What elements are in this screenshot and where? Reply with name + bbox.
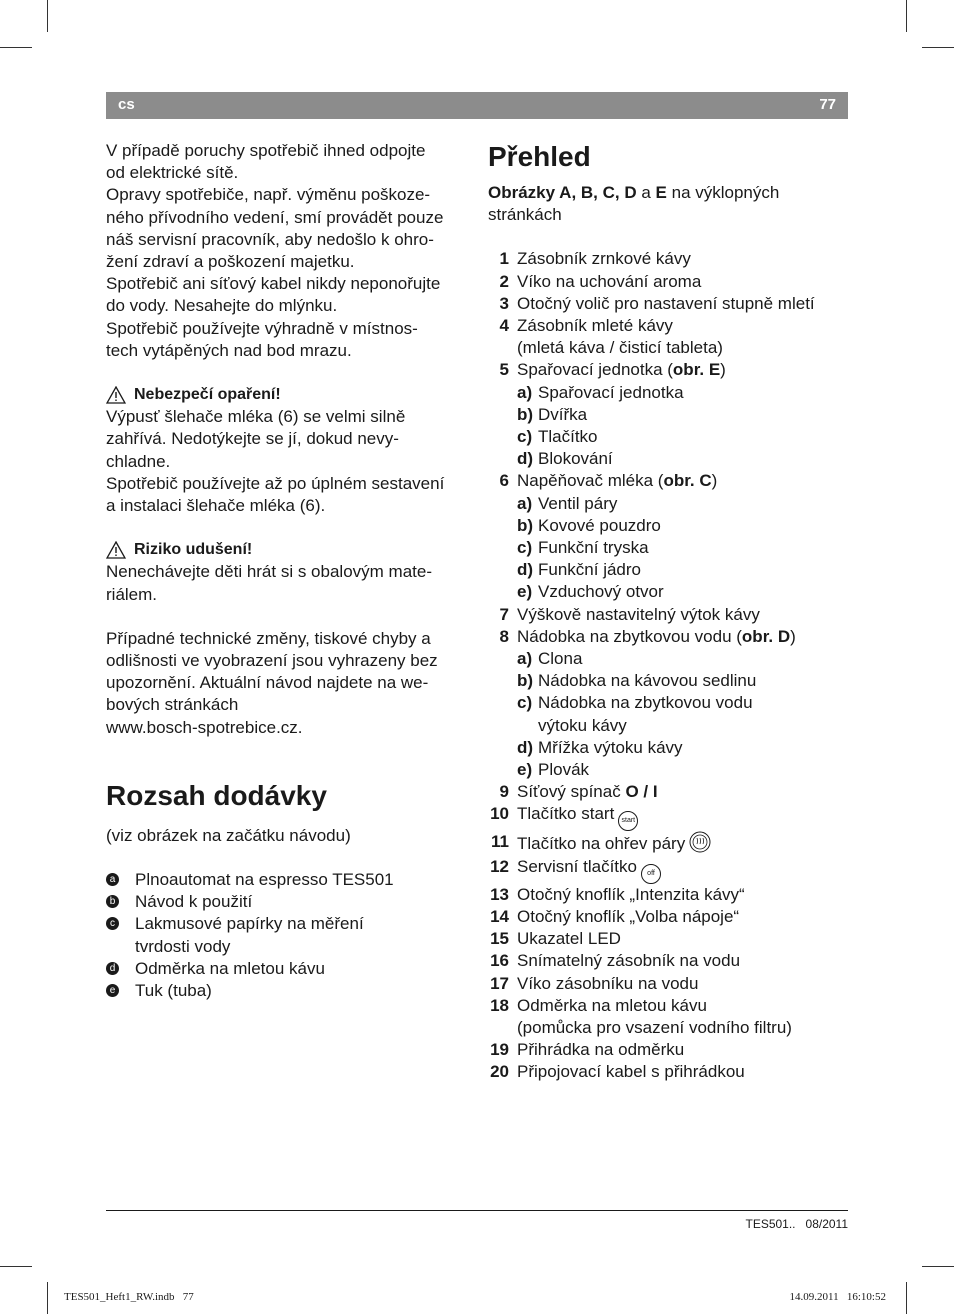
list-item: 17 Víko zásobníku na vodu — [488, 973, 852, 995]
overview-list — [488, 248, 852, 1083]
list-item: 16 Snímatelný zásobník na vodu — [488, 950, 852, 972]
crop-mark — [47, 1282, 48, 1314]
item-text: Lakmusové papírky na měření — [135, 914, 364, 934]
list-item: 19 Přihrádka na odměrku — [488, 1039, 852, 1061]
list-item — [106, 980, 468, 1002]
list-item: 14 Otočný knoflík „Volba nápoje“ — [488, 906, 852, 928]
item-text: Návod k použití — [135, 892, 253, 912]
item-text-cont: (mletá káva / čisticí tableta) — [517, 338, 723, 358]
sub-item: a) Spařovací jednotka — [517, 382, 684, 402]
text-line: ného přívodního vedení, smí provádět pouze — [106, 207, 444, 227]
sub-item: a) Clona — [517, 649, 583, 669]
item-text: Napěňovač mléka (obr. C) — [517, 471, 718, 491]
text-line: tech vytápěných nad bod mrazu. — [106, 340, 352, 360]
list-item: 9 Síťový spínač O / I — [488, 781, 852, 803]
page-number: 77 — [819, 96, 836, 113]
figures-reference-cont: stránkách — [488, 205, 562, 225]
text-line: bových stránkách — [106, 695, 239, 715]
letter-badge: c — [106, 917, 119, 930]
text-line: Opravy spotřebiče, např. výměnu poškoze- — [106, 185, 431, 205]
section-title-delivery: Rozsah dodávky — [106, 779, 327, 811]
list-item: 7 Výškově nastavitelný výtok kávy — [488, 604, 852, 626]
crop-mark — [922, 1266, 954, 1267]
warning-triangle-icon — [106, 541, 126, 559]
list-item: 15 Ukazatel LED — [488, 928, 852, 950]
warning-scald — [106, 384, 468, 517]
item-text: Připojovací kabel s přihrádkou — [517, 1062, 745, 1082]
list-item: 2 Víko na uchování aroma — [488, 271, 852, 293]
sub-item: a) Ventil páry — [517, 493, 618, 513]
crop-mark — [906, 0, 907, 32]
item-text: Přihrádka na odměrku — [517, 1040, 685, 1060]
warning-heading — [106, 539, 468, 561]
sub-item: b) Kovové pouzdro — [517, 515, 661, 535]
letter-badge: d — [106, 962, 119, 975]
crop-mark — [906, 1282, 907, 1314]
service-off-icon: off — [641, 864, 661, 884]
item-text: Plnoautomat na espresso TES501 — [135, 870, 394, 890]
sub-item: d) Mřížka výtoku kávy — [517, 737, 683, 757]
list-item — [106, 958, 468, 980]
item-text: Zásobník mleté kávy — [517, 316, 673, 336]
item-text: Odměrka na mletou kávu — [135, 958, 325, 978]
steam-icon — [689, 831, 711, 853]
item-text: Zásobník zrnkové kávy — [517, 249, 691, 269]
item-text-cont: (pomůcka pro vsazení vodního filtru) — [517, 1017, 792, 1037]
list-item: 3 Otočný volič pro nastavení stupně mletí — [488, 293, 852, 315]
text-line: Spotřebič ani síťový kabel nikdy neponořujte — [106, 274, 441, 294]
print-timestamp: 14.09.2011 16:10:52 — [789, 1291, 886, 1303]
sub-item: e) Vzduchový otvor — [517, 582, 664, 602]
item-text: Servisní tlačítko off — [517, 856, 852, 884]
footer-rule — [106, 1210, 848, 1211]
warning-title: Nebezpečí opaření! — [134, 386, 281, 404]
item-text: Otočný volič pro nastavení stupně mletí — [517, 293, 815, 313]
footer-model-date: TES501.. 08/2011 — [745, 1217, 848, 1231]
list-item: 11 Tlačítko na ohřev páry — [488, 831, 852, 855]
item-text: Tlačítko start start — [517, 803, 852, 831]
list-item: 5 Spařovací jednotka (obr. E) — [488, 359, 852, 381]
text-line: Nenechávejte děti hrát si s obalovým mate- — [106, 562, 432, 582]
list-item — [106, 891, 468, 913]
text-line: Spotřebič používejte výhradně v místnos- — [106, 318, 418, 338]
item-text: Víko zásobníku na vodu — [517, 973, 699, 993]
item-text: Výškově nastavitelný výtok kávy — [517, 604, 760, 624]
right-column — [488, 140, 852, 1084]
list-item: 20 Připojovací kabel s přihrádkou — [488, 1061, 852, 1083]
crop-mark — [47, 0, 48, 32]
list-item: 6 Napěňovač mléka (obr. C) — [488, 470, 852, 492]
delivery-list — [106, 869, 468, 1002]
letter-badge: a — [106, 873, 119, 886]
sub-item: d) Funkční jádro — [517, 560, 641, 580]
warning-title: Riziko udušení! — [134, 541, 253, 559]
text-line: do vody. Nesahejte do mlýnku. — [106, 296, 338, 316]
crop-mark — [0, 1266, 32, 1267]
figures-reference: Obrázky A, B, C, D a E na výklopných — [488, 183, 780, 202]
item-text: Snímatelný zásobník na vodu — [517, 951, 741, 971]
warning-suffocation — [106, 539, 468, 606]
item-text: Spařovací jednotka (obr. E) — [517, 360, 726, 380]
text-line: Výpusť šlehače mléka (6) se velmi silně — [106, 407, 406, 427]
crop-mark — [0, 47, 32, 48]
safety-intro — [106, 140, 468, 362]
sub-item-cont: výtoku kávy — [538, 715, 627, 735]
language-code: cs — [118, 96, 135, 113]
text-line: od elektrické sítě. — [106, 163, 239, 183]
item-text: Otočný knoflík „Intenzita kávy“ — [517, 884, 745, 904]
list-item: 8 Nádobka na zbytkovou vodu (obr. D) — [488, 626, 852, 648]
text-line: Případné technické změny, tiskové chyby a — [106, 628, 431, 648]
item-text: Otočný knoflík „Volba nápoje“ — [517, 906, 740, 926]
text-line: upozornění. Aktuální návod najdete na we- — [106, 673, 429, 693]
text-line: náš servisní pracovník, aby nedošlo k ohro- — [106, 229, 434, 249]
item-text: Tuk (tuba) — [135, 981, 212, 1001]
crop-mark — [922, 47, 954, 48]
list-item: 12 Servisní tlačítko off — [488, 856, 852, 884]
sub-item: b) Nádobka na kávovou sedlinu — [517, 671, 757, 691]
item-text: tvrdosti vody — [135, 936, 231, 956]
start-button-icon: start — [618, 811, 638, 831]
left-column — [106, 140, 468, 1002]
text-line: chladne. — [106, 451, 171, 471]
sub-item: c) Funkční tryska — [517, 538, 649, 558]
notice-paragraph — [106, 628, 468, 739]
item-text: Tlačítko na ohřev páry — [517, 831, 852, 855]
list-item: 4 Zásobník mleté kávy — [488, 315, 852, 337]
text-line: V případě poruchy spotřebič ihned odpojte — [106, 141, 426, 160]
list-item: 13 Otočný knoflík „Intenzita kávy“ — [488, 884, 852, 906]
list-item — [106, 869, 468, 891]
item-text: Nádobka na zbytkovou vodu (obr. D) — [517, 626, 796, 646]
section-title-overview: Přehled — [488, 141, 591, 172]
website-link-text: www.bosch-spotrebice.cz. — [106, 717, 303, 737]
page-header-bar — [106, 92, 848, 119]
text-line: Spotřebič používejte až po úplném sestavení — [106, 473, 445, 493]
list-item: 10 Tlačítko start start — [488, 803, 852, 831]
list-item — [106, 913, 468, 957]
sub-item: c) Tlačítko — [517, 427, 598, 447]
text-line: zahřívá. Nedotýkejte se jí, dokud nevy- — [106, 429, 399, 449]
sub-item: d) Blokování — [517, 449, 613, 469]
text-line: riálem. — [106, 584, 158, 604]
item-text: Síťový spínač O / I — [517, 782, 658, 802]
sub-item: e) Plovák — [517, 760, 590, 780]
item-text: Víko na uchování aroma — [517, 271, 702, 291]
text-line: a instalaci šlehače mléka (6). — [106, 496, 326, 516]
print-file-info: TES501_Heft1_RW.indb 77 — [64, 1291, 194, 1303]
list-item: 18 Odměrka na mletou kávu — [488, 995, 852, 1017]
letter-badge: e — [106, 984, 119, 997]
delivery-note: (viz obrázek na začátku návodu) — [106, 825, 351, 845]
list-item: 1 Zásobník zrnkové kávy — [488, 248, 852, 270]
warning-triangle-icon — [106, 386, 126, 404]
letter-badge: b — [106, 895, 119, 908]
warning-heading — [106, 384, 468, 406]
text-line: odlišnosti ve vyobrazení jsou vyhrazeny bez — [106, 651, 438, 671]
item-text: Ukazatel LED — [517, 929, 621, 949]
sub-item: b) Dvířka — [517, 404, 588, 424]
text-line: žení zdraví a poškození majetku. — [106, 252, 355, 272]
item-text: Odměrka na mletou kávu — [517, 995, 707, 1015]
sub-item: c) Nádobka na zbytkovou vodu — [517, 693, 753, 713]
